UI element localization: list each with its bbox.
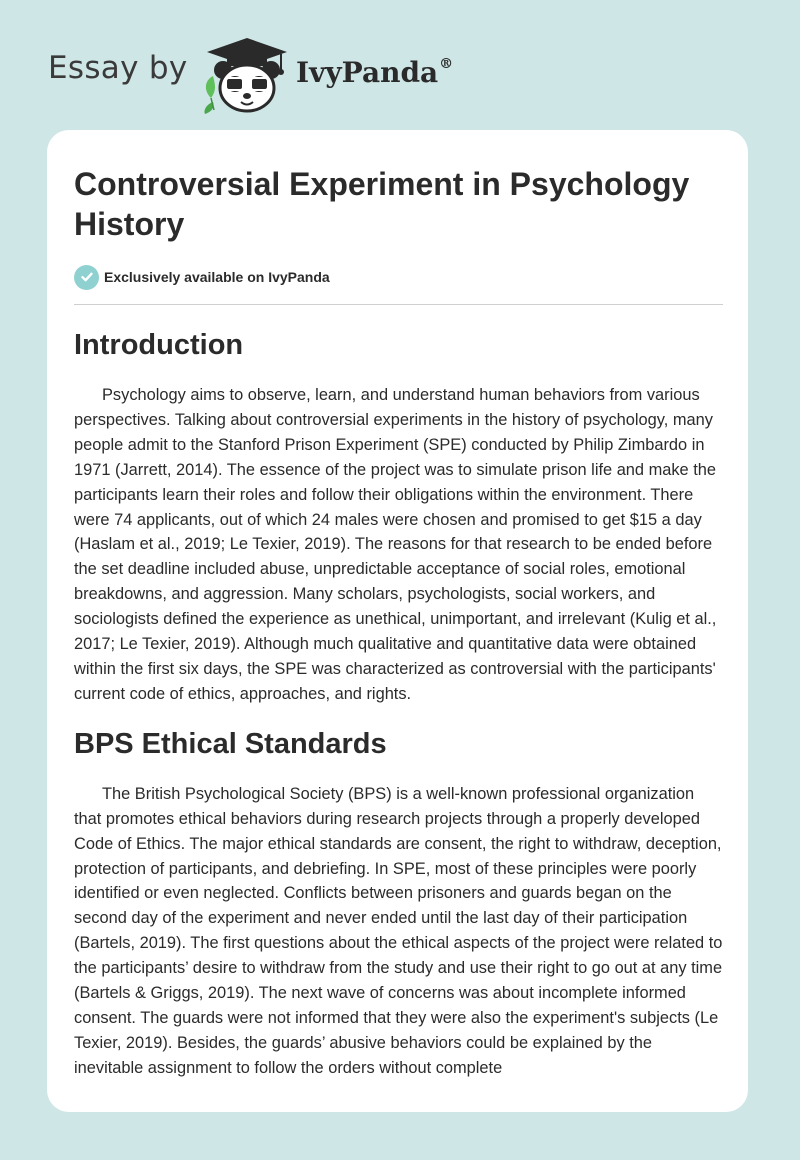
- leaf-icon: [204, 76, 215, 114]
- article-card: [47, 130, 748, 1112]
- check-circle-icon: [74, 265, 99, 290]
- badge-text: Exclusively available on IvyPanda: [104, 269, 330, 285]
- exclusive-badge: [74, 264, 724, 290]
- section-heading-introduction: Introduction: [74, 329, 244, 361]
- bps-ethical-standards-paragraph: The British Psychological Society (BPS) is a well-known professional organization that promotes ethical behaviors during research projects through a properly developed Code of Ethics. The major ethical standards are consent, the right to withdraw, deception, protection of participants, and debriefing. In SPE, most of these principles were poorly identified or even neglected. Conflicts between prisoners and guards began on the second day of the experiment and never ended until the last day of their participation (Bartels, 2019). The first questions about the ethical aspects of the project were related to the participants’ desire to withdraw from the study and use their right to go out at any time (Bartels & Griggs, 2019). The next wave of concerns was about incomplete informed consent. The guards were not informed that they were also the experiment's subjects (Le Texier, 2019). Besides, the guards’ abusive behaviors could be explained by the inevitable assignment to follow the orders without complete: [74, 784, 723, 1077]
- article-content: [74, 164, 724, 1081]
- section-heading-bps-ethical-standards: BPS Ethical Standards: [74, 727, 387, 760]
- brand-name[interactable]: [296, 56, 453, 89]
- introduction-paragraph: Psychology aims to observe, learn, and understand human behaviors from various perspectives. Talking about controversial experiments in the history of psychology, many people admit to the Stanford Prison Experiment (SPE) conducted by Philip Zimbardo in 1971 (Jarrett, 2014). The essence of the project was to simulate prison life and make the participants learn their roles and follow their obligations within the environment. There were 74 applicants, out of which 24 males were chosen and promised to get $15 a day (Haslam et al., 2019; Le Texier, 2019). The reasons for that research to be ended before the set deadline included abuse, unpredictable acceptance of social roles, emotional breakdowns, and aggression. Many scholars, psychologists, social workers, and sociologists defined the experience as unethical, unimportant, and irrelevant (Kulig et al., 2017; Le Texier, 2019). Although much qualitative and quantitative data were obtained within the first six days, the SPE was characterized as controversial with the participants' current code of ethics, approaches, and rights.: [74, 386, 717, 703]
- site-header: [48, 30, 548, 114]
- registered-mark: ®: [439, 56, 454, 72]
- brand-text: IvyPanda: [296, 56, 439, 89]
- divider: [74, 304, 723, 305]
- page-title: Controversial Experiment in Psychology History: [74, 166, 690, 242]
- essay-by-label: Essay by: [48, 50, 188, 86]
- panda-graduation-cap-icon[interactable]: [201, 36, 293, 114]
